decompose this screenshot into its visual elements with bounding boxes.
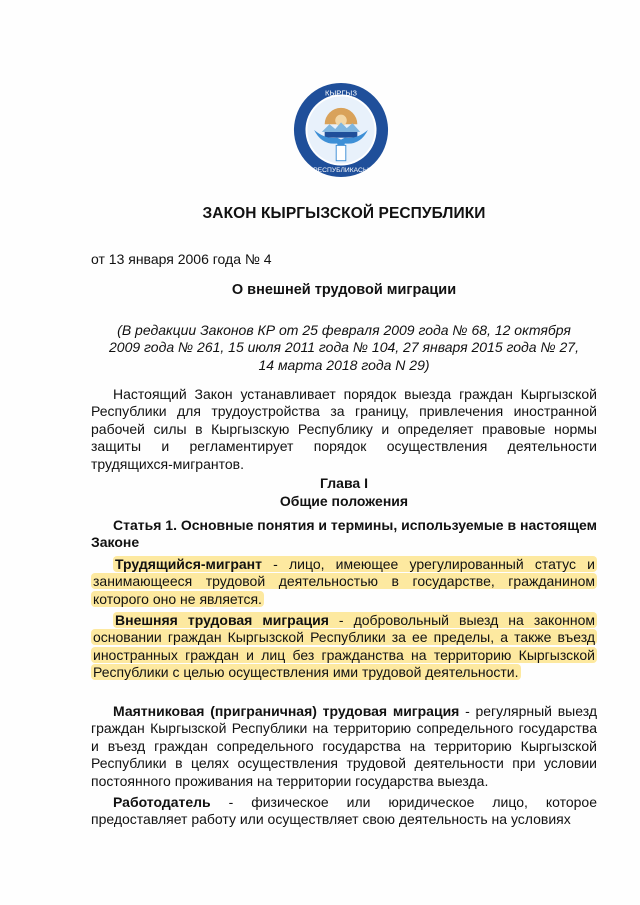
definition-text: - физическое или юридическое лицо, которое предоставляет работу или осуществляет свою деятельность на условиях (91, 794, 597, 828)
svg-text:КЫРГЫЗ: КЫРГЫЗ (325, 88, 357, 98)
definition-term: Внешняя трудовая миграция (115, 612, 329, 628)
preamble: Настоящий Закон устанавливает порядок выезда граждан Кыргызской Республики для трудоустройства за границу, привлечения иностранной рабочей силы в Кыргызскую Республику и определяет правовые нормы защиты и регламентирует порядок осуществления деятельности трудящихся-мигрантов. (91, 386, 597, 472)
definition-highlight (91, 612, 597, 680)
chapter-number: Глава I (320, 475, 368, 491)
definition-term: Маятниковая (приграничная) трудовая миграция (113, 703, 460, 719)
article-heading-block (91, 517, 597, 552)
chapter-heading (91, 475, 597, 511)
definition-text: - регулярный выезд граждан Кыргызской Республики на территорию сопредельного государства и въезд граждан сопредельного государства на территорию Кыргызской Республики в целях осуществления трудовой деятельности при условии постоянного проживания на территории государства выезда. (91, 703, 597, 789)
svg-text:РЕСПУБЛИКАСЫ: РЕСПУБЛИКАСЫ (313, 167, 369, 175)
edition-note: (В редакции Законов КР от 25 февраля 2009 года № 68, 12 октября 2009 года № 261, 15 июля 2011 года № 104, 27 января 2015 года № 27, 14 марта 2018 года N 29) (109, 322, 579, 373)
kyrgyz-emblem-icon (293, 82, 389, 178)
definition-0 (91, 556, 597, 608)
chapter-name: Общие положения (279, 493, 409, 510)
law-subtitle: О внешней трудовой миграции (231, 282, 457, 298)
article-heading: Статья 1. Основные понятия и термины, используемые в настоящем Законе (91, 517, 597, 551)
definition-term: Трудящийся-мигрант (115, 556, 262, 572)
definition-2 (91, 703, 597, 790)
preamble-block (91, 386, 597, 473)
definition-text: - добровольный выезд на законном основании граждан Кыргызской Республики за ее пределы, а также въезд иностранных граждан и лиц без гражданства на территорию Кыргызской Республики с целью осуществления ими трудовой деятельности. (93, 612, 595, 681)
law-date: от 13 января 2006 года № 4 (91, 251, 272, 267)
definition-3 (91, 794, 597, 829)
definition-term: Работодатель (113, 794, 211, 810)
definition-1 (91, 612, 597, 682)
definition-text: - лицо, имеющее урегулированный статус и занимающееся трудовой деятельностью в государстве, гражданином которого оно не является. (93, 556, 595, 607)
definition-highlight (91, 556, 597, 607)
law-title: ЗАКОН КЫРГЫЗСКОЙ РЕСПУБЛИКИ (202, 205, 486, 222)
